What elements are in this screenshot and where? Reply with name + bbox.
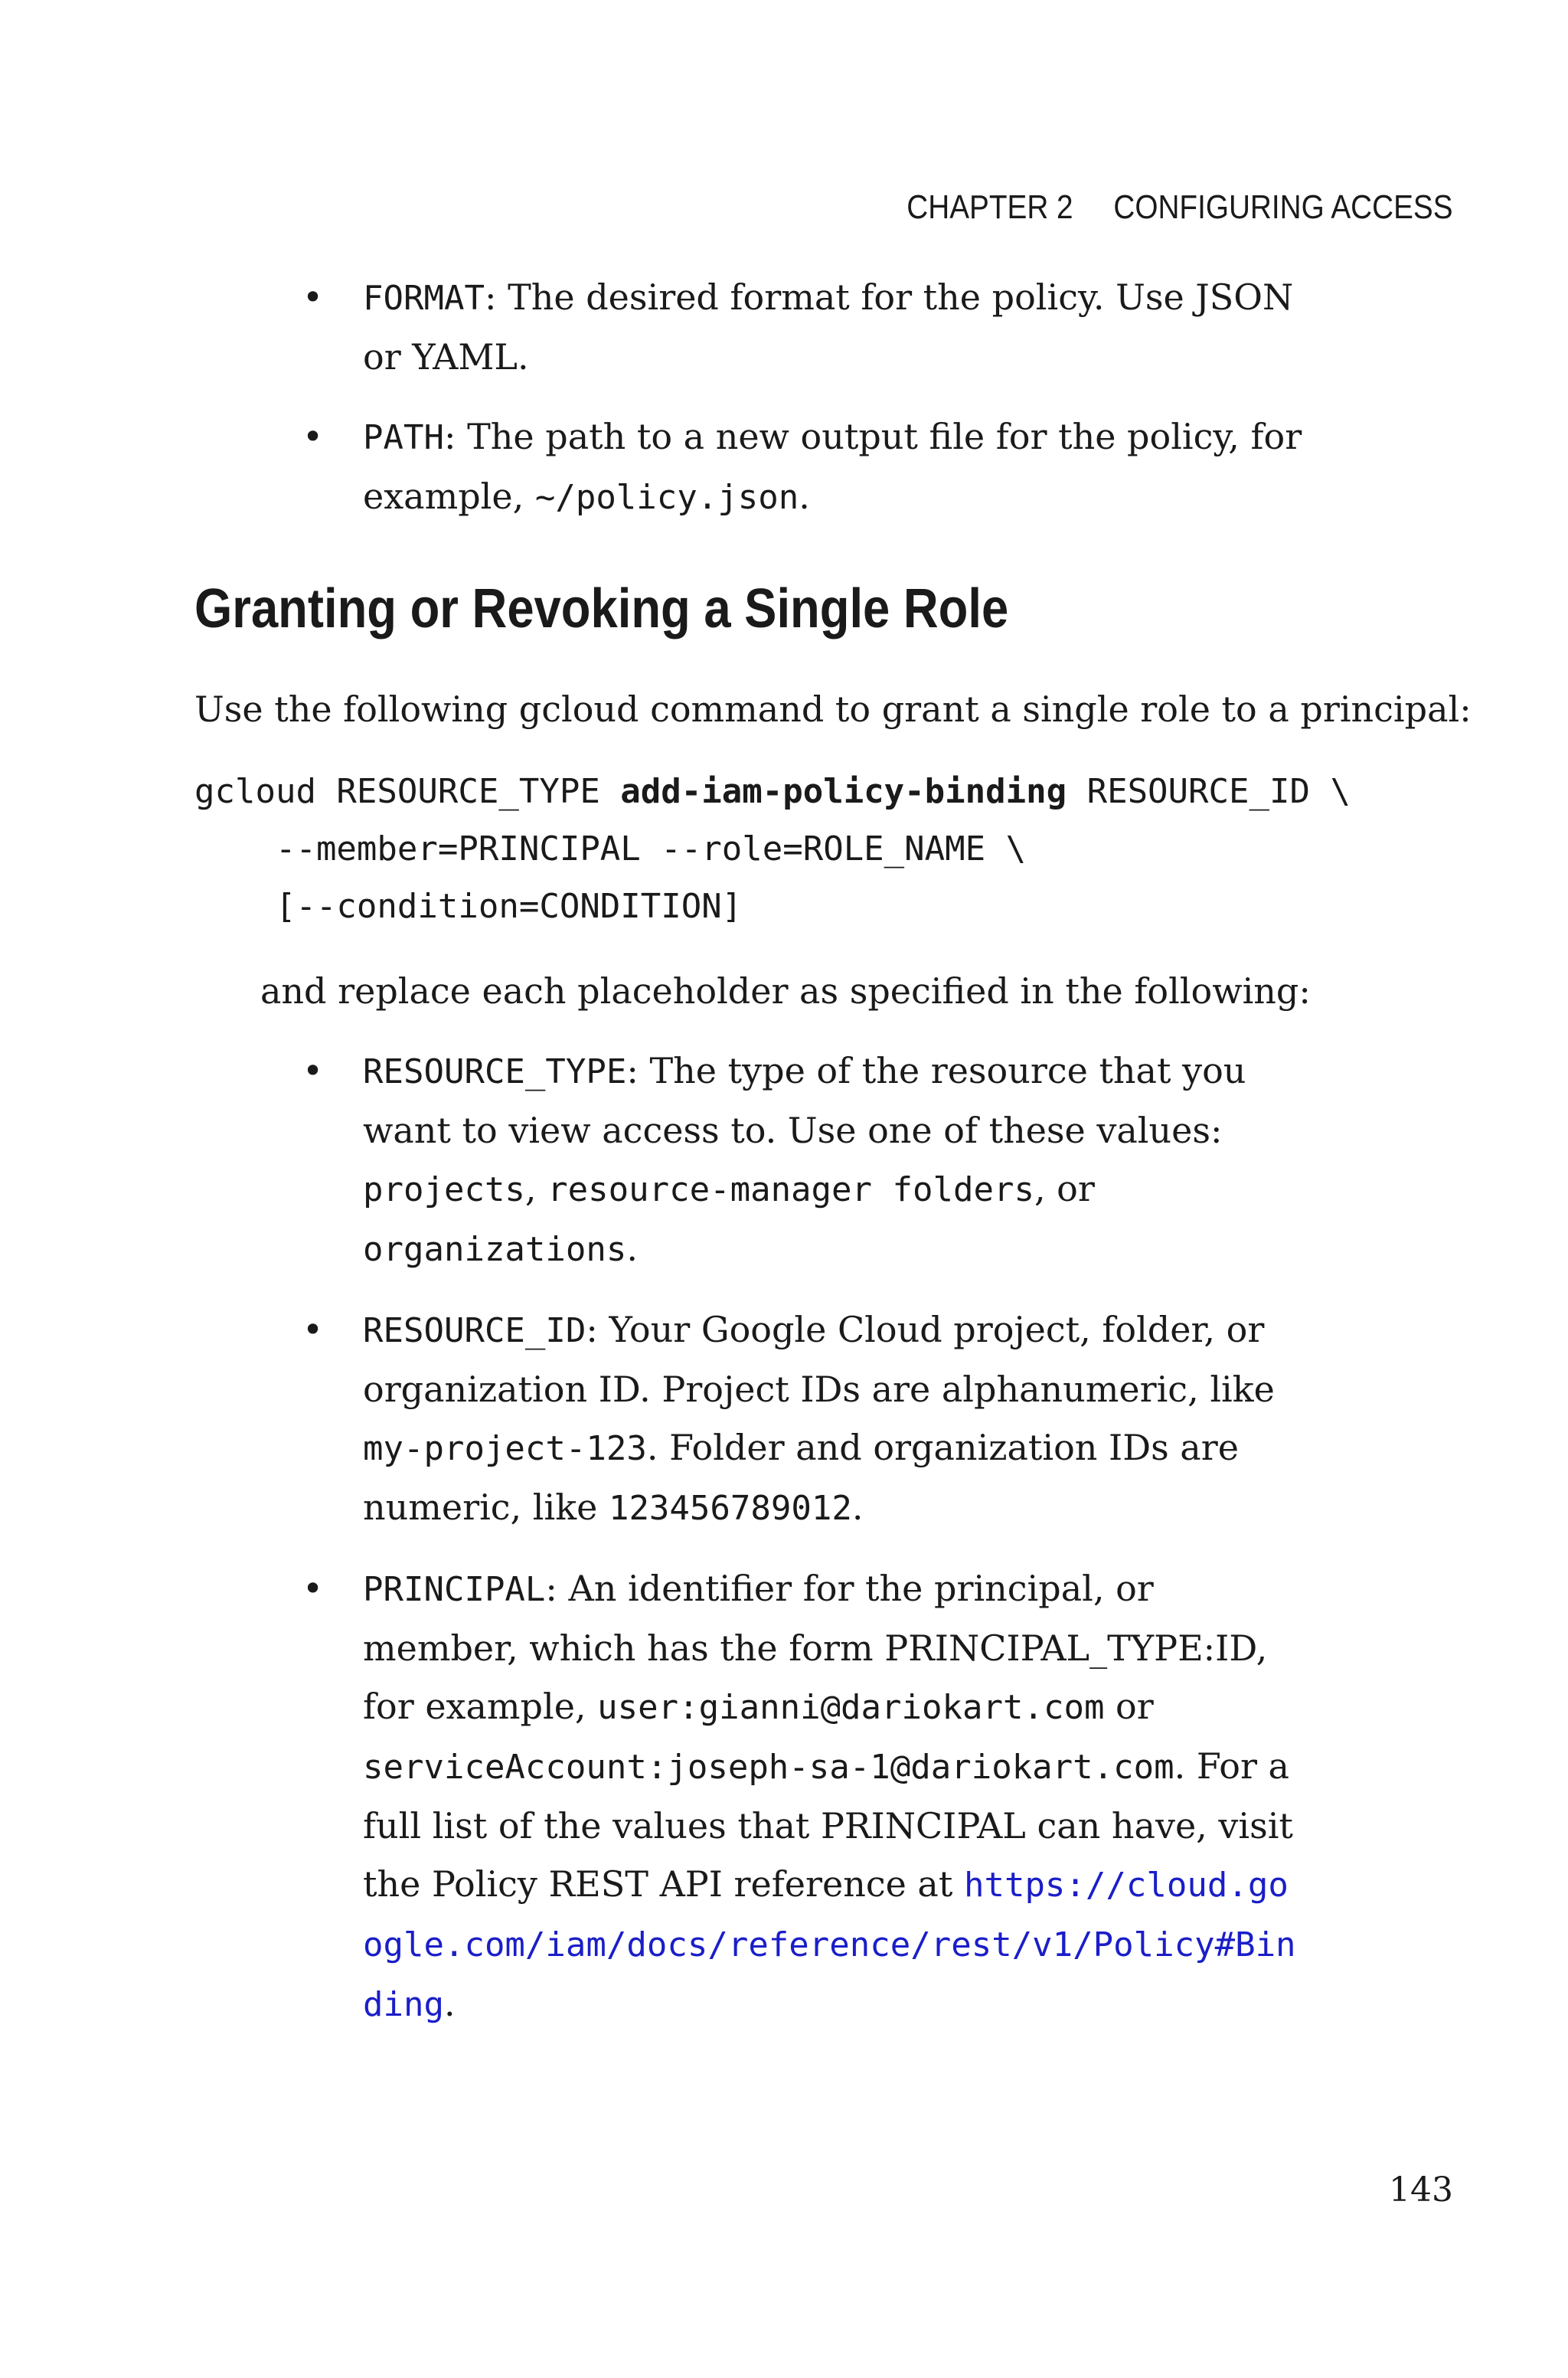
list-item-resource-type: • RESOURCE_TYPE: The type of the resource that you want to view access to. Use one of these values: projects, resource-manager folders, or organizations. — [0, 1042, 1568, 1279]
bullet-icon: • — [302, 1568, 324, 1609]
replace-paragraph: and replace each placeholder as specified in the following: — [260, 970, 1311, 1012]
code-line-3: [--condition=CONDITION] — [194, 887, 743, 926]
chapter-title: CONFIGURING ACCESS — [1113, 188, 1453, 226]
list-item-format — [0, 268, 1568, 386]
code-block — [194, 763, 1351, 935]
list-item-resource-id: • RESOURCE_ID: Your Google Cloud project, folder, or organization ID. Project IDs are alphanumeric, like my-project-123. Folder and organization IDs are numeric, like 123456789012. — [0, 1300, 1568, 1538]
bullet-icon: • — [302, 1050, 324, 1091]
inline-code: PATH — [363, 418, 444, 457]
inline-code: PRINCIPAL — [363, 1570, 546, 1609]
bullet-list-output — [0, 268, 1568, 527]
code-line-1: gcloud RESOURCE_TYPE add-iam-policy-binding RESOURCE_ID \ — [194, 772, 1351, 811]
inline-code: organizations — [363, 1230, 627, 1269]
inline-code: RESOURCE_TYPE — [363, 1052, 627, 1091]
bullet-list-placeholders — [0, 1042, 1568, 2056]
inline-code: my-project-123 — [363, 1429, 647, 1468]
inline-code: RESOURCE_ID — [363, 1311, 586, 1350]
item-text: . — [799, 476, 810, 517]
bullet-icon: • — [302, 276, 324, 318]
policy-reference-link[interactable]: https://cloud.google.com/iam/docs/reference/rest/v1/Policy#Binding — [363, 1866, 1296, 2024]
bullet-icon: • — [302, 1309, 324, 1350]
list-item-path — [0, 407, 1568, 527]
item-text: : The path to a new output file for the policy, for example, — [363, 416, 1302, 517]
inline-code: resource-manager folders — [547, 1170, 1034, 1209]
page-number: 143 — [1389, 2170, 1453, 2210]
bullet-icon: • — [302, 416, 324, 457]
chapter-label: CHAPTER 2 — [906, 188, 1074, 226]
intro-paragraph: Use the following gcloud command to grant a single role to a principal: — [194, 689, 1472, 730]
list-item-principal: • PRINCIPAL: An identifier for the principal, or member, which has the form PRINCIPAL_TYPE:ID, for example, user:gianni@dariokart.com or serviceAccount:joseph-sa-1@dariokart.com. For a full list of the values that PRINCIPAL can have, visit the Policy REST API reference at https://cloud.google.com/iam/docs/reference/rest/v1/Policy#Binding. — [0, 1559, 1568, 2034]
item-text: : The desired format for the policy. Use JSON or YAML. — [363, 276, 1294, 378]
code-command-bold: add-iam-policy-binding — [620, 772, 1067, 811]
inline-code: ~/policy.json — [534, 478, 799, 517]
running-header — [907, 188, 1453, 227]
inline-code: FORMAT — [363, 279, 485, 318]
inline-code: 123456789012 — [608, 1489, 852, 1528]
code-line-2: --member=PRINCIPAL --role=ROLE_NAME \ — [194, 829, 1027, 868]
inline-code: projects — [363, 1170, 525, 1209]
inline-code: serviceAccount:joseph-sa-1@dariokart.com — [363, 1748, 1174, 1787]
inline-code: user:gianni@dariokart.com — [597, 1688, 1105, 1727]
section-heading: Granting or Revoking a Single Role — [194, 578, 1009, 639]
